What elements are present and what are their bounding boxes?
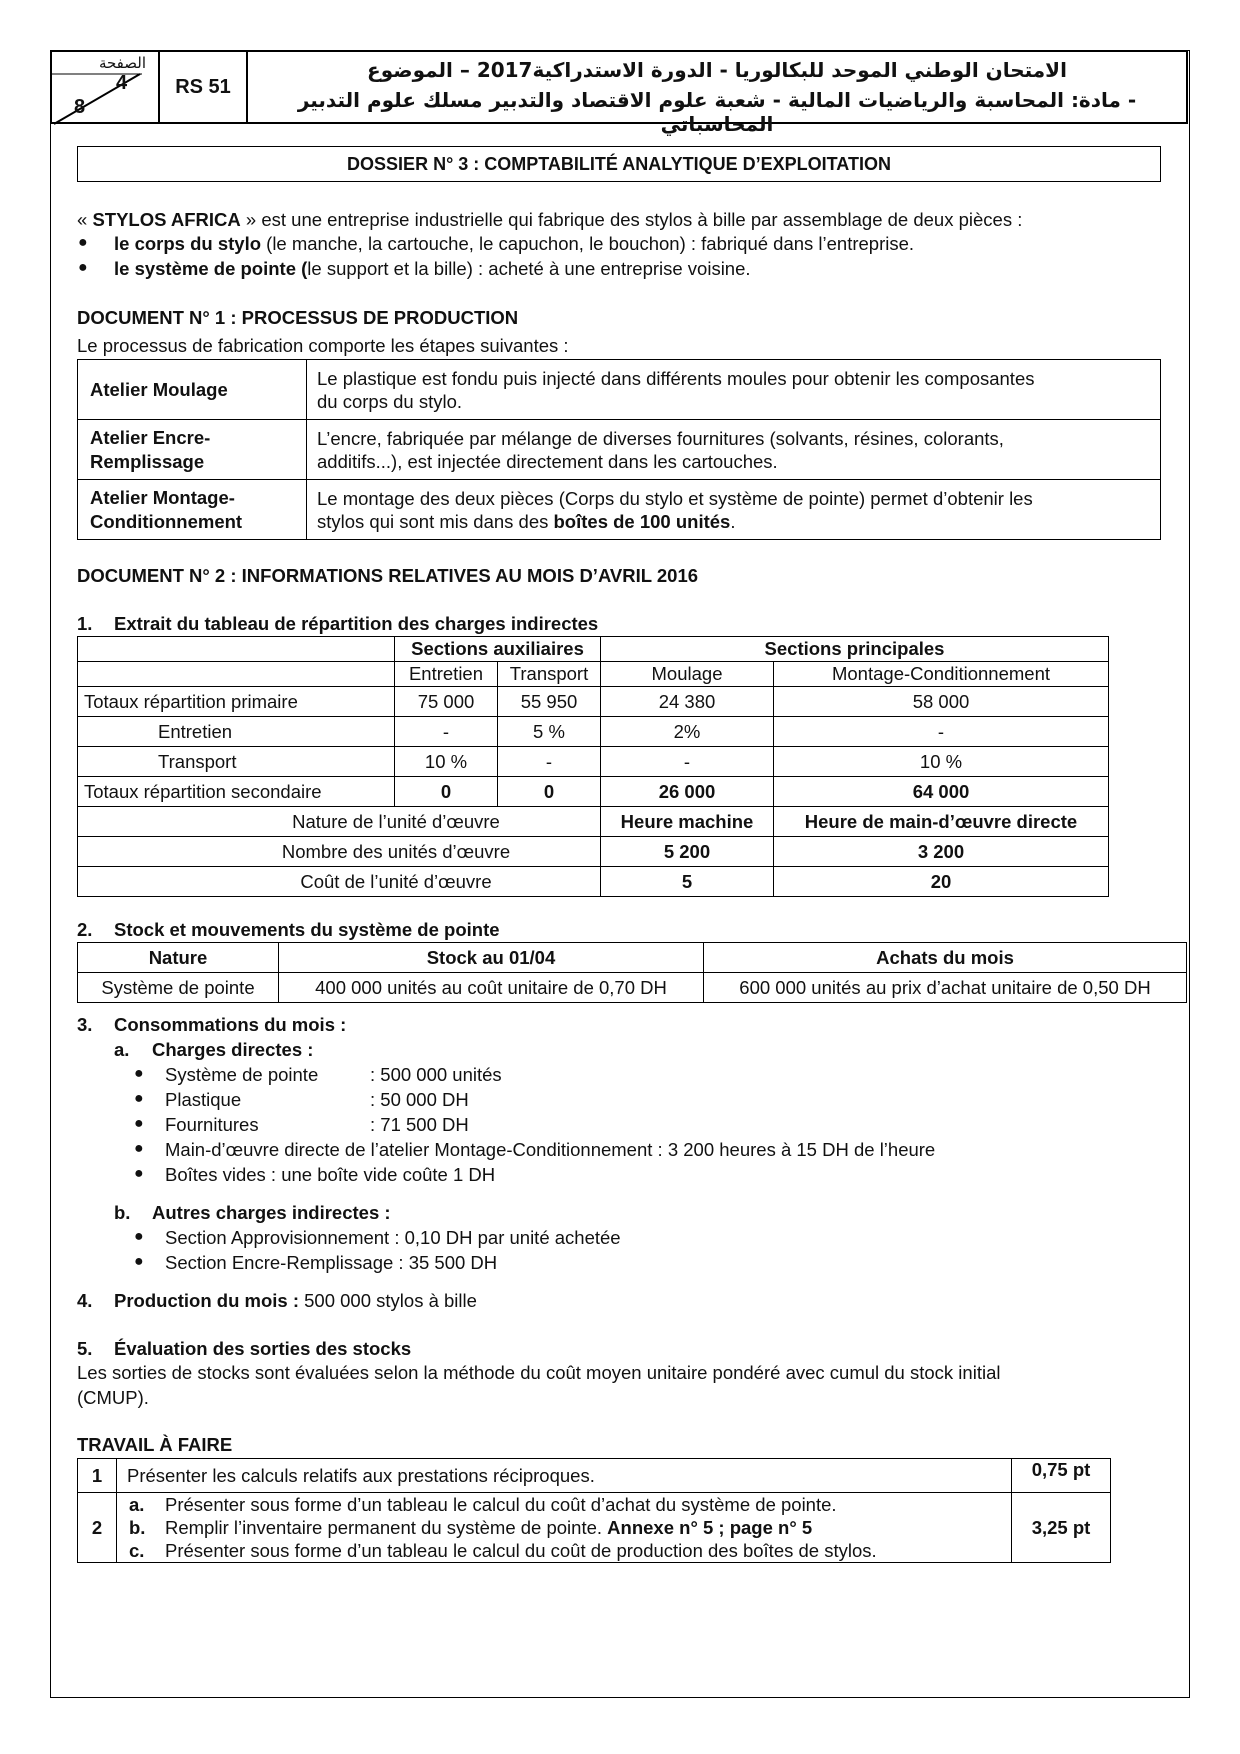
doc1-intro: Le processus de fabrication comporte les étapes suivantes :: [77, 335, 569, 356]
value-cell: 2%: [601, 717, 774, 747]
description-cell: Le plastique est fondu puis injecté dans différents moules pour obtenir les composantes du corps du stylo.: [307, 360, 1161, 420]
stock-table: [77, 942, 1187, 1003]
description-cell: L’encre, fabriquée par mélange de diverses fournitures (solvants, résines, colorants, additifs...), est injectée directement dans les cartouches.: [307, 420, 1161, 480]
col-header: Entretien: [395, 662, 498, 687]
bullet-icon: ●: [134, 1115, 144, 1132]
s4-num: 4.: [77, 1290, 93, 1311]
company-name: STYLOS AFRICA: [92, 209, 241, 230]
row-label: Totaux répartition primaire: [78, 687, 395, 717]
doc2-title: DOCUMENT N° 2 : INFORMATIONS RELATIVES AU MOIS D’AVRIL 2016: [77, 565, 699, 586]
table-row: [78, 807, 1109, 837]
table-row: [78, 777, 1109, 807]
empty-cell: [78, 637, 395, 662]
question-text: Présenter les calculs relatifs aux prestations réciproques.: [117, 1459, 1012, 1493]
charge-value: : 50 000 DH: [370, 1089, 469, 1110]
question-num: 1: [78, 1459, 117, 1493]
question-points: 0,75 pt: [1012, 1459, 1111, 1493]
title-line1: الامتحان الوطني الموحد للبكالوريا - الدورة الاستدراكية2017 – الموضوع: [367, 58, 1067, 82]
value-cell: -: [774, 717, 1109, 747]
table-row: [78, 687, 1109, 717]
empty-cell: [78, 662, 395, 687]
bullet-icon: ●: [134, 1090, 144, 1107]
row-label: Entretien: [78, 717, 395, 747]
charge-item: Système de pointe: [165, 1064, 319, 1085]
repartition-table: [77, 636, 1109, 897]
row-label: Nombre des unités d’œuvre: [78, 837, 601, 867]
s3-num: 3.: [77, 1014, 93, 1035]
s5-num: 5.: [77, 1338, 93, 1359]
workshop-cell: Atelier Montage- Conditionnement: [78, 480, 307, 540]
value-cell: 24 380: [601, 687, 774, 717]
value-cell: 600 000 unités au prix d’achat unitaire de 0,50 DH: [704, 973, 1187, 1003]
value-cell: 5 %: [498, 717, 601, 747]
s4-line: Production du mois : 500 000 stylos à bille: [114, 1290, 477, 1311]
value-cell: -: [498, 747, 601, 777]
table-row: [78, 973, 1187, 1003]
bullet-icon: ●: [78, 259, 88, 276]
charge-value: : 500 000 unités: [370, 1064, 502, 1085]
col-header: Transport: [498, 662, 601, 687]
bullet-icon: ●: [134, 1253, 144, 1270]
description-cell: Le montage des deux pièces (Corps du stylo et système de pointe) permet d’obtenir les stylos qui sont mis dans des boîtes de 100 unités.: [307, 480, 1161, 540]
s3b-title: Autres charges indirectes :: [152, 1202, 391, 1223]
value-cell: Heure de main-d’œuvre directe: [774, 807, 1109, 837]
charge-boites: Boîtes vides : une boîte vide coûte 1 DH: [165, 1164, 496, 1185]
page-label: الصفحة: [98, 54, 146, 72]
indirect-item: Section Encre-Remplissage : 35 500 DH: [165, 1252, 498, 1273]
row-label: Transport: [78, 747, 395, 777]
s5-text2: (CMUP).: [77, 1387, 149, 1408]
table-row: [78, 837, 1109, 867]
value-cell: 5: [601, 867, 774, 897]
intro-line: « STYLOS AFRICA » est une entreprise industrielle qui fabrique des stylos à bille par assemblage de deux pièces :: [77, 209, 1023, 230]
value-cell: 0: [395, 777, 498, 807]
travail-title: TRAVAIL À FAIRE: [77, 1434, 233, 1455]
table-row: [78, 1459, 1111, 1493]
value-cell: 58 000: [774, 687, 1109, 717]
value-cell: 5 200: [601, 837, 774, 867]
princ-header: Sections principales: [601, 637, 1109, 662]
value-cell: 10 %: [774, 747, 1109, 777]
table-row: [78, 717, 1109, 747]
bullet-icon: ●: [134, 1165, 144, 1182]
question-text: a. Présenter sous forme d’un tableau le calcul du coût d’achat du système de pointe. b. Remplir l’inventaire permanent du système de pointe. Annexe n° 5 ; page n° 5 c. Présenter sous forme d’un tableau le calcul du coût de production des boîtes de stylos.: [117, 1493, 1012, 1563]
s2-title: Stock et mouvements du système de pointe: [114, 919, 500, 940]
table-row: [78, 637, 1109, 662]
s5-text1: Les sorties de stocks sont évaluées selon la méthode du coût moyen unitaire pondéré avec cumul du stock initial: [77, 1362, 1001, 1383]
s3a-letter: a.: [114, 1039, 130, 1060]
s5-title: Évaluation des sorties des stocks: [114, 1338, 412, 1359]
page-total: 8: [74, 96, 86, 118]
col-header: Nature: [78, 943, 279, 973]
value-cell: Système de pointe: [78, 973, 279, 1003]
exam-code: RS 51: [160, 50, 248, 124]
s1-title: Extrait du tableau de répartition des charges indirectes: [114, 613, 599, 634]
col-header: Montage-Conditionnement: [774, 662, 1109, 687]
charge-value: : 71 500 DH: [370, 1114, 469, 1135]
question-points: 3,25 pt: [1012, 1493, 1111, 1563]
col-header: Achats du mois: [704, 943, 1187, 973]
s1-num: 1.: [77, 613, 93, 634]
table-row: [78, 867, 1109, 897]
workshop-cell: Atelier Encre- Remplissage: [78, 420, 307, 480]
intro-bullet-1: le corps du stylo (le manche, la cartouche, le capuchon, le bouchon) : fabriqué dans l’entreprise.: [114, 233, 915, 254]
process-table: [77, 359, 1161, 540]
col-header: Stock au 01/04: [279, 943, 704, 973]
question-num: 2: [78, 1493, 117, 1563]
row-label: Coût de l’unité d’œuvre: [78, 867, 601, 897]
indirect-item: Section Approvisionnement : 0,10 DH par unité achetée: [165, 1227, 621, 1248]
s3b-letter: b.: [114, 1202, 131, 1223]
bullet-icon: ●: [134, 1065, 144, 1082]
s2-num: 2.: [77, 919, 93, 940]
aux-header: Sections auxiliaires: [395, 637, 601, 662]
exam-title: [248, 50, 1188, 136]
value-cell: 26 000: [601, 777, 774, 807]
doc1-title: DOCUMENT N° 1 : PROCESSUS DE PRODUCTION: [77, 307, 519, 328]
page-number-box: [50, 50, 160, 124]
title-line2: - مادة: المحاسبة والرياضيات المالية - شعبة علوم الاقتصاد والتدبير مسلك علوم التدبير المحاسباتي: [297, 88, 1137, 136]
table-row: [78, 360, 1161, 420]
page-num: 4: [116, 72, 128, 94]
value-cell: Heure machine: [601, 807, 774, 837]
value-cell: 10 %: [395, 747, 498, 777]
charge-item: Plastique: [165, 1089, 242, 1110]
charge-mod: Main-d’œuvre directe de l’atelier Montage-Conditionnement : 3 200 heures à 15 DH de l’heure: [165, 1139, 936, 1160]
bullet-icon: ●: [134, 1140, 144, 1157]
workshop-cell: Atelier Moulage: [78, 360, 307, 420]
bullet-icon: ●: [134, 1228, 144, 1245]
value-cell: 0: [498, 777, 601, 807]
value-cell: -: [601, 747, 774, 777]
value-cell: 400 000 unités au coût unitaire de 0,70 DH: [279, 973, 704, 1003]
table-row: [78, 480, 1161, 540]
table-row: [78, 943, 1187, 973]
travail-table: [77, 1458, 1111, 1563]
value-cell: 20: [774, 867, 1109, 897]
value-cell: -: [395, 717, 498, 747]
value-cell: 64 000: [774, 777, 1109, 807]
intro-bullet-2: le système de pointe (le support et la bille) : acheté à une entreprise voisine.: [114, 258, 751, 279]
table-row: [78, 662, 1109, 687]
value-cell: 75 000: [395, 687, 498, 717]
row-label: Nature de l’unité d’œuvre: [78, 807, 601, 837]
s3-title: Consommations du mois :: [114, 1014, 347, 1035]
table-row: [78, 1493, 1111, 1563]
value-cell: 55 950: [498, 687, 601, 717]
s3a-title: Charges directes :: [152, 1039, 314, 1060]
bullet-icon: ●: [78, 234, 88, 251]
dossier-title: DOSSIER N° 3 : COMPTABILITÉ ANALYTIQUE D’EXPLOITATION: [77, 146, 1161, 182]
col-header: Moulage: [601, 662, 774, 687]
table-row: [78, 420, 1161, 480]
charge-item: Fournitures: [165, 1114, 259, 1135]
table-row: [78, 747, 1109, 777]
value-cell: 3 200: [774, 837, 1109, 867]
row-label: Totaux répartition secondaire: [78, 777, 395, 807]
